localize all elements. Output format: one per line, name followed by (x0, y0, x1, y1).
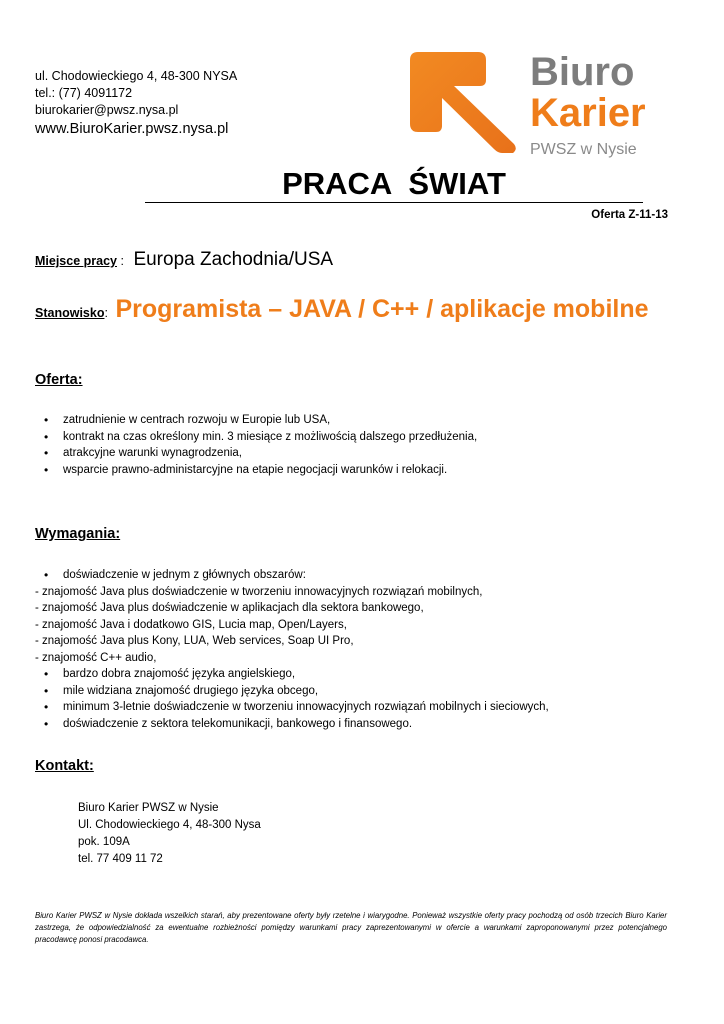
position-value: Programista – JAVA / C++ / aplikacje mobilne (115, 295, 649, 323)
arrow-logo-icon (402, 46, 522, 156)
logo-text-karier: Karier (530, 91, 646, 135)
email-line: biurokarier@pwsz.nysa.pl (35, 103, 179, 117)
page-title: PRACA ŚWIAT (282, 166, 506, 201)
list-item: • zatrudnienie w centrach rozwoju w Europie lub USA, (35, 412, 477, 429)
website-line: www.BiuroKarier.pwsz.nysa.pl (35, 121, 229, 137)
list-item: • kontrakt na czas określony min. 3 miesiące z możliwością dalszego przedłużenia, (35, 429, 477, 446)
workplace-value: Europa Zachodnia/USA (133, 249, 334, 270)
position-label: Stanowisko (35, 306, 105, 320)
list-item: • minimum 3-letnie doświadczenie w tworzeniu innowacyjnych rozwiązań mobilnych i sieciowych, (35, 699, 549, 716)
logo-text-biuro: Biuro (530, 50, 635, 94)
contact-block (78, 800, 261, 868)
address-line: ul. Chodowieckiego 4, 48-300 NYSA (35, 69, 238, 83)
contact-heading: Kontakt: (35, 758, 94, 774)
list-item: • wsparcie prawno-administarcyjne na etapie negocjacji warunków i relokacji. (35, 462, 477, 479)
list-item: - znajomość Java plus doświadczenie w aplikacjach dla sektora bankowego, (35, 602, 424, 614)
list-item: - znajomość Java plus doświadczenie w tworzeniu innowacyjnych rozwiązań mobilnych, (35, 585, 483, 598)
workplace-label: Miejsce pracy (35, 254, 117, 268)
list-item: - znajomość C++ audio, (35, 651, 157, 664)
list-item: • bardzo dobra znajomość języka angielskiego, (35, 666, 549, 683)
offer-list (35, 412, 477, 478)
list-item: • doświadczenie z sektora telekomunikacji, bankowego i finansowego. (35, 716, 549, 733)
list-item: • doświadczenie w jednym z głównych obszarów: (35, 567, 549, 584)
offer-number: Oferta Z-11-13 (591, 209, 668, 221)
list-item: - znajomość Java plus Kony, LUA, Web services, Soap UI Pro, (35, 635, 354, 647)
contact-line: Ul. Chodowieckiego 4, 48-300 Nysa (78, 819, 261, 831)
offer-heading: Oferta: (35, 372, 83, 388)
requirements-heading: Wymagania: (35, 526, 121, 542)
contact-line: tel. 77 409 11 72 (78, 853, 163, 865)
contact-line: Biuro Karier PWSZ w Nysie (78, 802, 219, 814)
workplace-row (35, 249, 333, 271)
requirements-list (35, 567, 549, 732)
title-divider (145, 202, 643, 203)
disclaimer: Biuro Karier PWSZ w Nysie dokłada wszelkich starań, aby prezentowane oferty były rzetelne i wiarygodne. Ponieważ wszystkie oferty pracy pochodzą od osób trzecich Biuro Karier zastrzega, że odpowiedzialność za ewentualne rozbieżności pomiędzy warunkami pracy zaprezentowanymi w ofercie a warunkami zaproponowanymi przez potencjalnego pracodawcę ponosi pracodawca. (35, 911, 667, 944)
list-item: - znajomość Java i dodatkowo GIS, Lucia map, Open/Layers, (35, 618, 347, 631)
position-separator: : (104, 306, 108, 320)
phone-line: tel.: (77) 4091172 (35, 86, 133, 100)
contact-line: pok. 109A (78, 836, 130, 848)
position-row (35, 295, 649, 324)
address-block (35, 68, 237, 139)
logo-text-pwsz: PWSZ w Nysie (530, 141, 637, 158)
list-item: • mile widziana znajomość drugiego języka obcego, (35, 683, 549, 700)
biuro-karier-logo (402, 46, 682, 166)
list-item: • atrakcyjne warunki wynagrodzenia, (35, 445, 477, 462)
workplace-separator: : (117, 254, 124, 268)
